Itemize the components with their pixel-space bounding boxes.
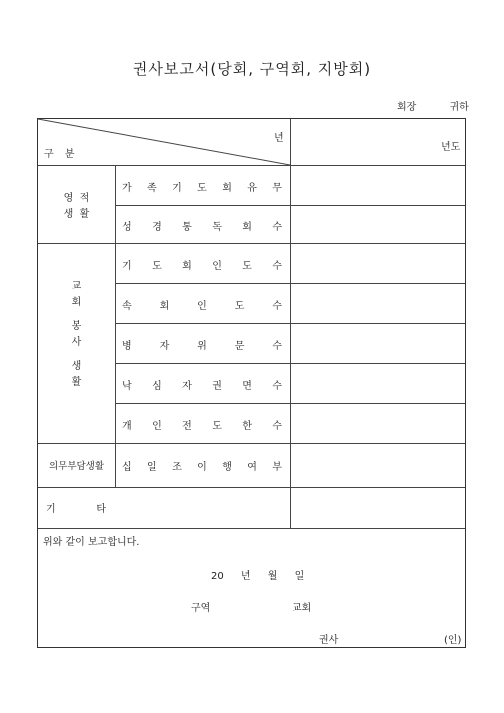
item-row [122,337,282,352]
item-row [122,257,282,272]
item-char: 도 [197,183,207,194]
item-char: 병 [122,341,132,352]
item-char: 위 [197,341,207,352]
date-day-label: 일 [294,571,305,582]
item-char: 부 [272,462,282,473]
item-char: 자 [159,341,170,352]
addressee-label: 회장 [397,102,417,113]
date-year-label: 년 [240,571,251,582]
item-char: 도 [212,421,222,432]
item-row [122,218,282,233]
signer-label: 권사 [319,635,339,646]
item-char: 이 [197,462,207,473]
item-char: 도 [152,261,162,272]
category-char: 기 [46,504,56,515]
item-char: 독 [212,222,222,233]
item-row [122,458,282,473]
category-char: 타 [96,504,106,515]
category-line: 봉 [71,321,82,332]
divider-row [38,528,465,529]
category-other [46,500,106,515]
header-bottom-left-label: 구 분 [44,149,75,160]
addressee-line [397,98,469,113]
item-char: 전 [182,421,192,432]
item-char: 여 [247,462,257,473]
category-line: 교 [71,281,82,292]
category-line: 생 활 [63,209,90,220]
item-char: 문 [234,341,245,352]
item-char: 기 [122,261,132,272]
header-top-right-label: 년 [274,133,284,144]
item-char: 한 [242,421,252,432]
page-title: 권사보고서(당회, 구역회, 지방회) [132,60,372,78]
item-char: 개 [122,421,132,432]
divider-row [38,487,465,488]
divider-row [115,403,465,404]
item-char: 성 [122,222,132,233]
item-char: 수 [272,222,282,233]
category-line: 활 [71,377,82,388]
item-row [122,417,282,432]
item-char: 수 [272,261,282,272]
seal-label: (인) [444,635,462,646]
item-char: 일 [147,462,157,473]
item-char: 수 [272,341,282,352]
district-label: 구역 [191,603,211,614]
divider-row [38,443,465,444]
category-line: 영 적 [63,193,90,204]
category-church-service-life [38,279,115,391]
item-char: 인 [152,421,162,432]
divider-row [38,243,465,244]
item-char: 자 [182,381,192,392]
item-char: 통 [182,222,192,233]
item-row [122,377,282,392]
item-char: 권 [212,381,222,392]
item-char: 회 [182,261,192,272]
item-char: 경 [152,222,162,233]
item-char: 기 [172,183,182,194]
item-char: 회 [242,222,252,233]
category-line: 회 [71,297,82,308]
item-char: 회 [222,183,232,194]
report-statement: 위와 같이 보고합니다. [43,537,140,548]
date-year-prefix: 20 [211,571,224,582]
item-char: 가 [122,183,132,194]
item-char: 무 [272,183,282,194]
item-char: 수 [272,381,282,392]
item-char: 인 [212,261,222,272]
item-char: 도 [234,301,245,312]
item-char: 도 [242,261,252,272]
church-label: 교회 [292,603,312,614]
report-form [37,118,466,648]
divider-vertical-category [115,165,116,487]
year-label: 년도 [441,142,461,153]
item-row [122,297,282,312]
divider-row [115,283,465,284]
item-char: 수 [272,301,282,312]
item-char: 심 [152,381,162,392]
item-char: 유 [247,183,257,194]
divider-row [115,205,465,206]
divider-row [115,363,465,364]
divider-row [38,165,465,166]
category-line: 생 [71,361,82,372]
date-line [211,567,304,582]
item-char: 인 [197,301,207,312]
category-line: 사 [71,337,82,348]
item-char: 행 [222,462,232,473]
category-spiritual-life [38,191,115,223]
item-char: 십 [122,462,132,473]
header-diagonal [38,119,290,165]
divider-row [115,323,465,324]
item-char: 족 [147,183,157,194]
item-row [122,179,282,194]
item-char: 조 [172,462,182,473]
item-char: 면 [242,381,252,392]
item-char: 회 [159,301,170,312]
category-obligation-life: 의무부담생활 [48,461,105,472]
item-char: 수 [272,421,282,432]
date-month-label: 월 [267,571,278,582]
item-char: 낙 [122,381,132,392]
item-char: 속 [122,301,132,312]
addressee-suffix: 귀하 [449,102,469,113]
